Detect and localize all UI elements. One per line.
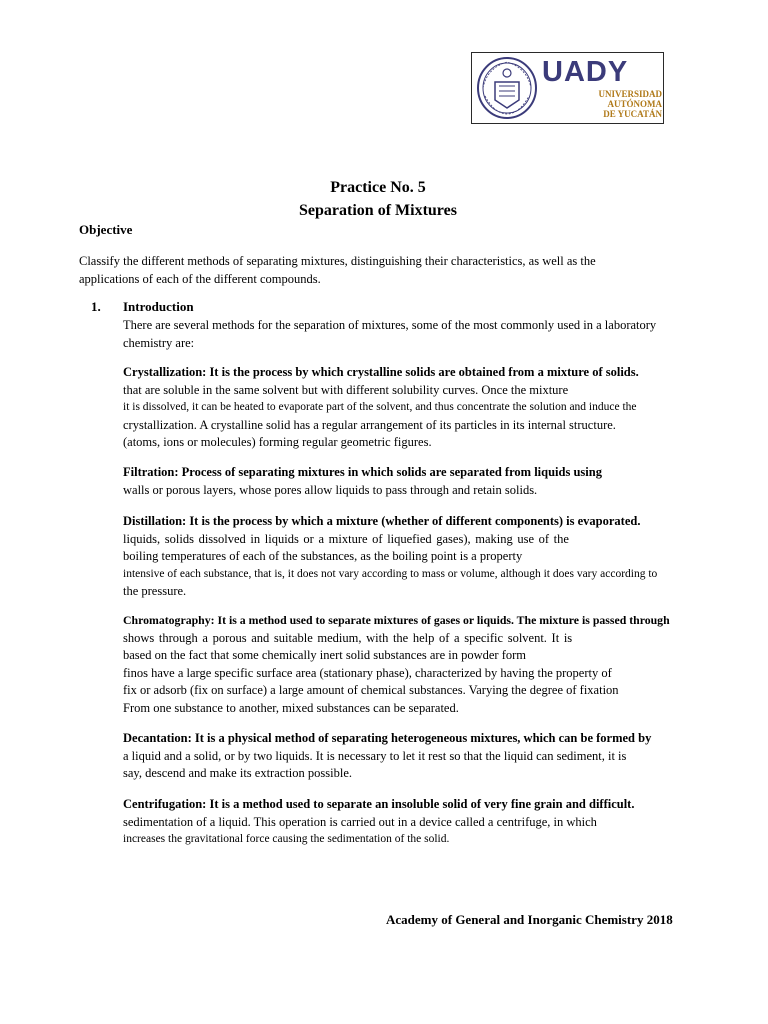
logo-subtitle-line: UNIVERSIDAD bbox=[598, 89, 662, 99]
method-lead: Filtration: Process of separating mixtures in which solids are separated from liquids using bbox=[123, 465, 602, 479]
text-line: liquids, solids dissolved in liquids or a mixture of liquefied gases), making use of the bbox=[123, 531, 569, 546]
text-line: that are soluble in the same solvent but with different solubility curves. Once the mixture bbox=[123, 382, 569, 397]
text-line: fix or adsorb (fix on surface) a large amount of chemical substances. Varying the degree of fixation bbox=[123, 683, 619, 697]
uady-logo bbox=[471, 52, 664, 124]
text-line: finos have a large specific surface area (stationary phase), characterized by having the property of bbox=[123, 665, 612, 680]
text-line: boiling temperatures of each of the substances, as the boiling point is a property bbox=[123, 549, 523, 563]
method-lead: Chromatography: It is a method used to separate mixtures of gases or liquids. The mixture is passed through bbox=[123, 613, 670, 627]
section-number: 1. bbox=[91, 299, 101, 314]
method-crystallization bbox=[123, 364, 741, 452]
text-line: crystallization. A crystalline solid has a regular arrangement of its particles in its internal structure. bbox=[123, 417, 616, 432]
text-line: applications of each of the different compounds. bbox=[79, 272, 321, 286]
footer-academy: Academy of General and Inorganic Chemistry 2018 bbox=[386, 912, 673, 927]
text-line: chemistry are: bbox=[123, 335, 195, 350]
university-seal-icon bbox=[475, 56, 539, 120]
page-title: Separation of Mixtures bbox=[299, 202, 457, 219]
objective-heading: Objective bbox=[79, 222, 133, 237]
text-line: There are several methods for the separation of mixtures, some of the most commonly used in a laboratory bbox=[123, 318, 657, 332]
method-lead: Crystallization: It is the process by which crystalline solids are obtained from a mixture of solids. bbox=[123, 365, 639, 379]
text-line: increases the gravitational force causing the sedimentation of the solid. bbox=[123, 833, 450, 845]
logo-subtitle-line: DE YUCATÁN bbox=[603, 109, 662, 119]
objective-paragraph bbox=[79, 252, 679, 288]
introduction-heading: Introduction bbox=[123, 299, 194, 314]
text-line: shows through a porous and suitable medium, with the help of a specific solvent. It is bbox=[123, 630, 573, 645]
method-chromatography bbox=[123, 612, 741, 717]
text-line: it is dissolved, it can be heated to evaporate part of the solvent, and thus concentrate the solution and induce the bbox=[123, 401, 637, 413]
text-line: sedimentation of a liquid. This operation is carried out in a device called a centrifuge, in which bbox=[123, 814, 597, 829]
method-decantation bbox=[123, 730, 741, 783]
text-line: intensive of each substance, that is, it does not vary according to mass or volume, although it does vary according to bbox=[123, 567, 658, 580]
method-lead: Centrifugation: It is a method used to separate an insoluble solid of very fine grain and difficult. bbox=[123, 797, 635, 811]
method-distillation bbox=[123, 513, 741, 601]
text-line: a liquid and a solid, or by two liquids. It is necessary to let it rest so that the liquid can sediment, it is bbox=[123, 748, 627, 763]
text-line: (atoms, ions or molecules) forming regular geometric figures. bbox=[123, 435, 432, 449]
text-line: the pressure. bbox=[123, 584, 187, 598]
text-line: say, descend and make its extraction possible. bbox=[123, 766, 352, 780]
text-line: Classify the different methods of separating mixtures, distinguishing their characteristics, as well as the bbox=[79, 254, 596, 268]
introduction-paragraph bbox=[123, 317, 741, 352]
logo-subtitle-line: AUTÓNOMA bbox=[607, 99, 662, 109]
method-centrifugation bbox=[123, 796, 741, 849]
method-lead: Decantation: It is a physical method of separating heterogeneous mixtures, which can be formed by bbox=[123, 731, 652, 745]
logo-wordmark: UADY bbox=[542, 56, 629, 88]
method-lead: Distillation: It is the process by which a mixture (whether of different components) is evaporated. bbox=[123, 514, 641, 528]
practice-number: Practice No. 5 bbox=[330, 179, 426, 196]
text-line: walls or porous layers, whose pores allow liquids to pass through and retain solids. bbox=[123, 482, 538, 497]
text-line: based on the fact that some chemically inert solid substances are in powder form bbox=[123, 648, 526, 662]
method-filtration bbox=[123, 464, 741, 499]
text-line: From one substance to another, mixed substances can be separated. bbox=[123, 700, 459, 715]
